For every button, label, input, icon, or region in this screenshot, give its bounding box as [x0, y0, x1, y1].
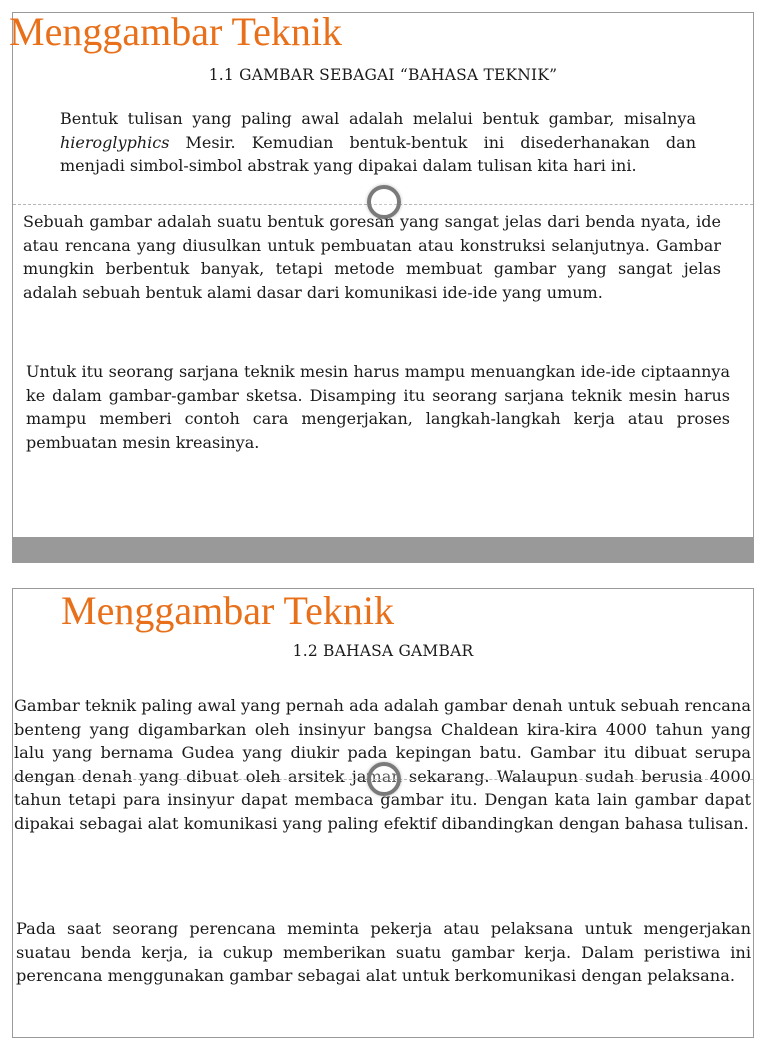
- slide-2: [12, 588, 754, 1038]
- paragraph-hieroglyphics: [60, 107, 696, 178]
- section-heading-1-1: 1.1 GAMBAR SEBAGAI “BAHASA TEKNIK”: [208, 66, 558, 84]
- paragraph-gudea: Gambar teknik paling awal yang pernah ada adalah gambar denah untuk sebuah rencana benteng yang digambarkan oleh insinyur bangsa Chaldean kira-kira 4000 tahun yang lalu yang bernama Gudea yang diukir pada kepingan batu. Gambar itu dibuat serupa dengan denah yang dibuat oleh arsitek jaman sekarang. Walaupun sudah berusia 4000 tahun tetapi para insinyur dapat membaca gambar itu. Dengan kata lain gambar dapat dipakai sebagai alat komunikasi yang paling efektif dibandingkan dengan bahasa tulisan.: [14, 696, 752, 833]
- loading-ring-icon: [367, 185, 401, 219]
- paragraph-text: Mesir. Kemudian bentuk-bentuk ini disederhanakan dan menjadi simbol-simbol abstrak yang dipakai dalam tulisan kita hari ini.: [60, 132, 696, 175]
- slide-2-title: Menggambar Teknik: [61, 588, 395, 633]
- paragraph-text: Bentuk tulisan yang paling awal adalah melalui bentuk gambar, misalnya: [60, 109, 696, 128]
- loading-ring-icon: [367, 762, 401, 796]
- italic-term: hieroglyphics: [60, 132, 170, 152]
- slide-footer-bar: [13, 537, 753, 562]
- paragraph-sarjana-teknik: Untuk itu seorang sarjana teknik mesin harus mampu menuangkan ide-ide ciptaannya ke dalam gambar-gambar sketsa. Disamping itu seorang sarjana teknik mesin harus mampu memberi contoh cara mengerjakan, langkah-langkah kerja atau proses pembuatan mesin kreasinya.: [26, 362, 730, 452]
- paragraph-perencana: Pada saat seorang perencana meminta pekerja atau pelaksana untuk mengerjakan suatau benda kerja, ia cukup memberikan suatu gambar kerja. Dalam peristiwa ini perencana menggunakan gambar sebagai alat untuk berkomunikasi dengan pelaksana.: [16, 919, 751, 985]
- slide-1-title: Menggambar Teknik: [9, 9, 343, 54]
- section-heading-1-2: 1.2 BAHASA GAMBAR: [292, 642, 474, 660]
- slide-1: [12, 12, 754, 563]
- paragraph-gambar-definition: Sebuah gambar adalah suatu bentuk goresan yang sangat jelas dari benda nyata, ide atau rencana yang diusulkan untuk pembuatan atau konstruksi selanjutnya. Gambar mungkin berbentuk banyak, tetapi metode membuat gambar yang sangat jelas adalah sebuah bentuk alami dasar dari komunikasi ide-ide yang umum.: [23, 212, 721, 302]
